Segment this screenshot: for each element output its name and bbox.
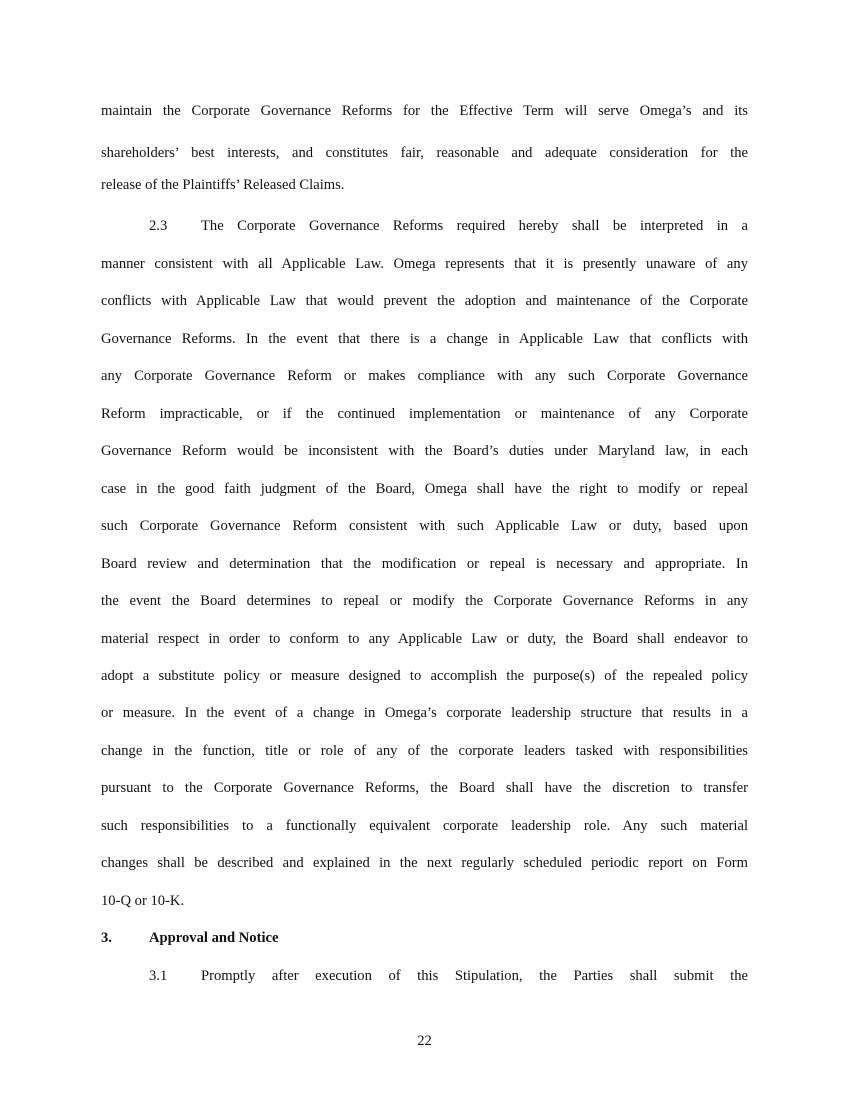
text-line: Promptly after execution of this Stipulation, the Parties shall submit the	[201, 968, 748, 984]
page-number: 22	[417, 1033, 432, 1049]
section-heading-number: 3.	[101, 930, 112, 946]
section-2-3-first-line	[101, 216, 748, 236]
text-line: Reform impracticable, or if the continued implementation or maintenance of any Corporate	[101, 406, 748, 422]
text-line: such Corporate Governance Reform consistent with such Applicable Law or duty, based upon	[101, 518, 748, 534]
text-line: conflicts with Applicable Law that would prevent the adoption and maintenance of the Corporate	[101, 293, 748, 309]
section-heading-title: Approval and Notice	[149, 930, 279, 946]
text-line: material respect in order to conform to any Applicable Law or duty, the Board shall endeavor to	[101, 631, 748, 647]
text-line: or measure. In the event of a change in Omega’s corporate leadership structure that results in a	[101, 705, 748, 721]
text-line: Governance Reform would be inconsistent with the Board’s duties under Maryland law, in each	[101, 443, 748, 459]
text-line: the event the Board determines to repeal or modify the Corporate Governance Reforms in any	[101, 593, 748, 609]
text-line: changes shall be described and explained in the next regularly scheduled periodic report on Form	[101, 855, 748, 871]
text-line: The Corporate Governance Reforms required hereby shall be interpreted in a	[201, 218, 748, 234]
text-line: case in the good faith judgment of the Board, Omega shall have the right to modify or repeal	[101, 481, 748, 497]
text-line: adopt a substitute policy or measure designed to accomplish the purpose(s) of the repealed policy	[101, 668, 748, 684]
section-3-1-first-line	[101, 966, 748, 986]
text-line: pursuant to the Corporate Governance Reforms, the Board shall have the discretion to transfer	[101, 780, 748, 796]
section-number: 2.3	[149, 218, 168, 234]
text-line: maintain the Corporate Governance Reforms for the Effective Term will serve Omega’s and its	[101, 103, 748, 119]
text-line: such responsibilities to a functionally equivalent corporate leadership role. Any such material	[101, 818, 748, 834]
text-line: release of the Plaintiffs’ Released Claims.	[101, 177, 345, 193]
text-line: Governance Reforms. In the event that there is a change in Applicable Law that conflicts with	[101, 331, 748, 347]
section-heading	[101, 928, 748, 948]
text-line: 10-Q or 10-K.	[101, 893, 185, 909]
text-line: shareholders’ best interests, and constitutes fair, reasonable and adequate consideration for the	[101, 145, 748, 161]
section-number: 3.1	[149, 968, 168, 984]
text-line: Board review and determination that the modification or repeal is necessary and appropriate. In	[101, 556, 748, 572]
text-line: manner consistent with all Applicable Law. Omega represents that it is presently unaware of any	[101, 256, 748, 272]
text-line: any Corporate Governance Reform or makes compliance with any such Corporate Governance	[101, 368, 748, 384]
text-line: change in the function, title or role of any of the corporate leaders tasked with responsibilities	[101, 743, 748, 759]
